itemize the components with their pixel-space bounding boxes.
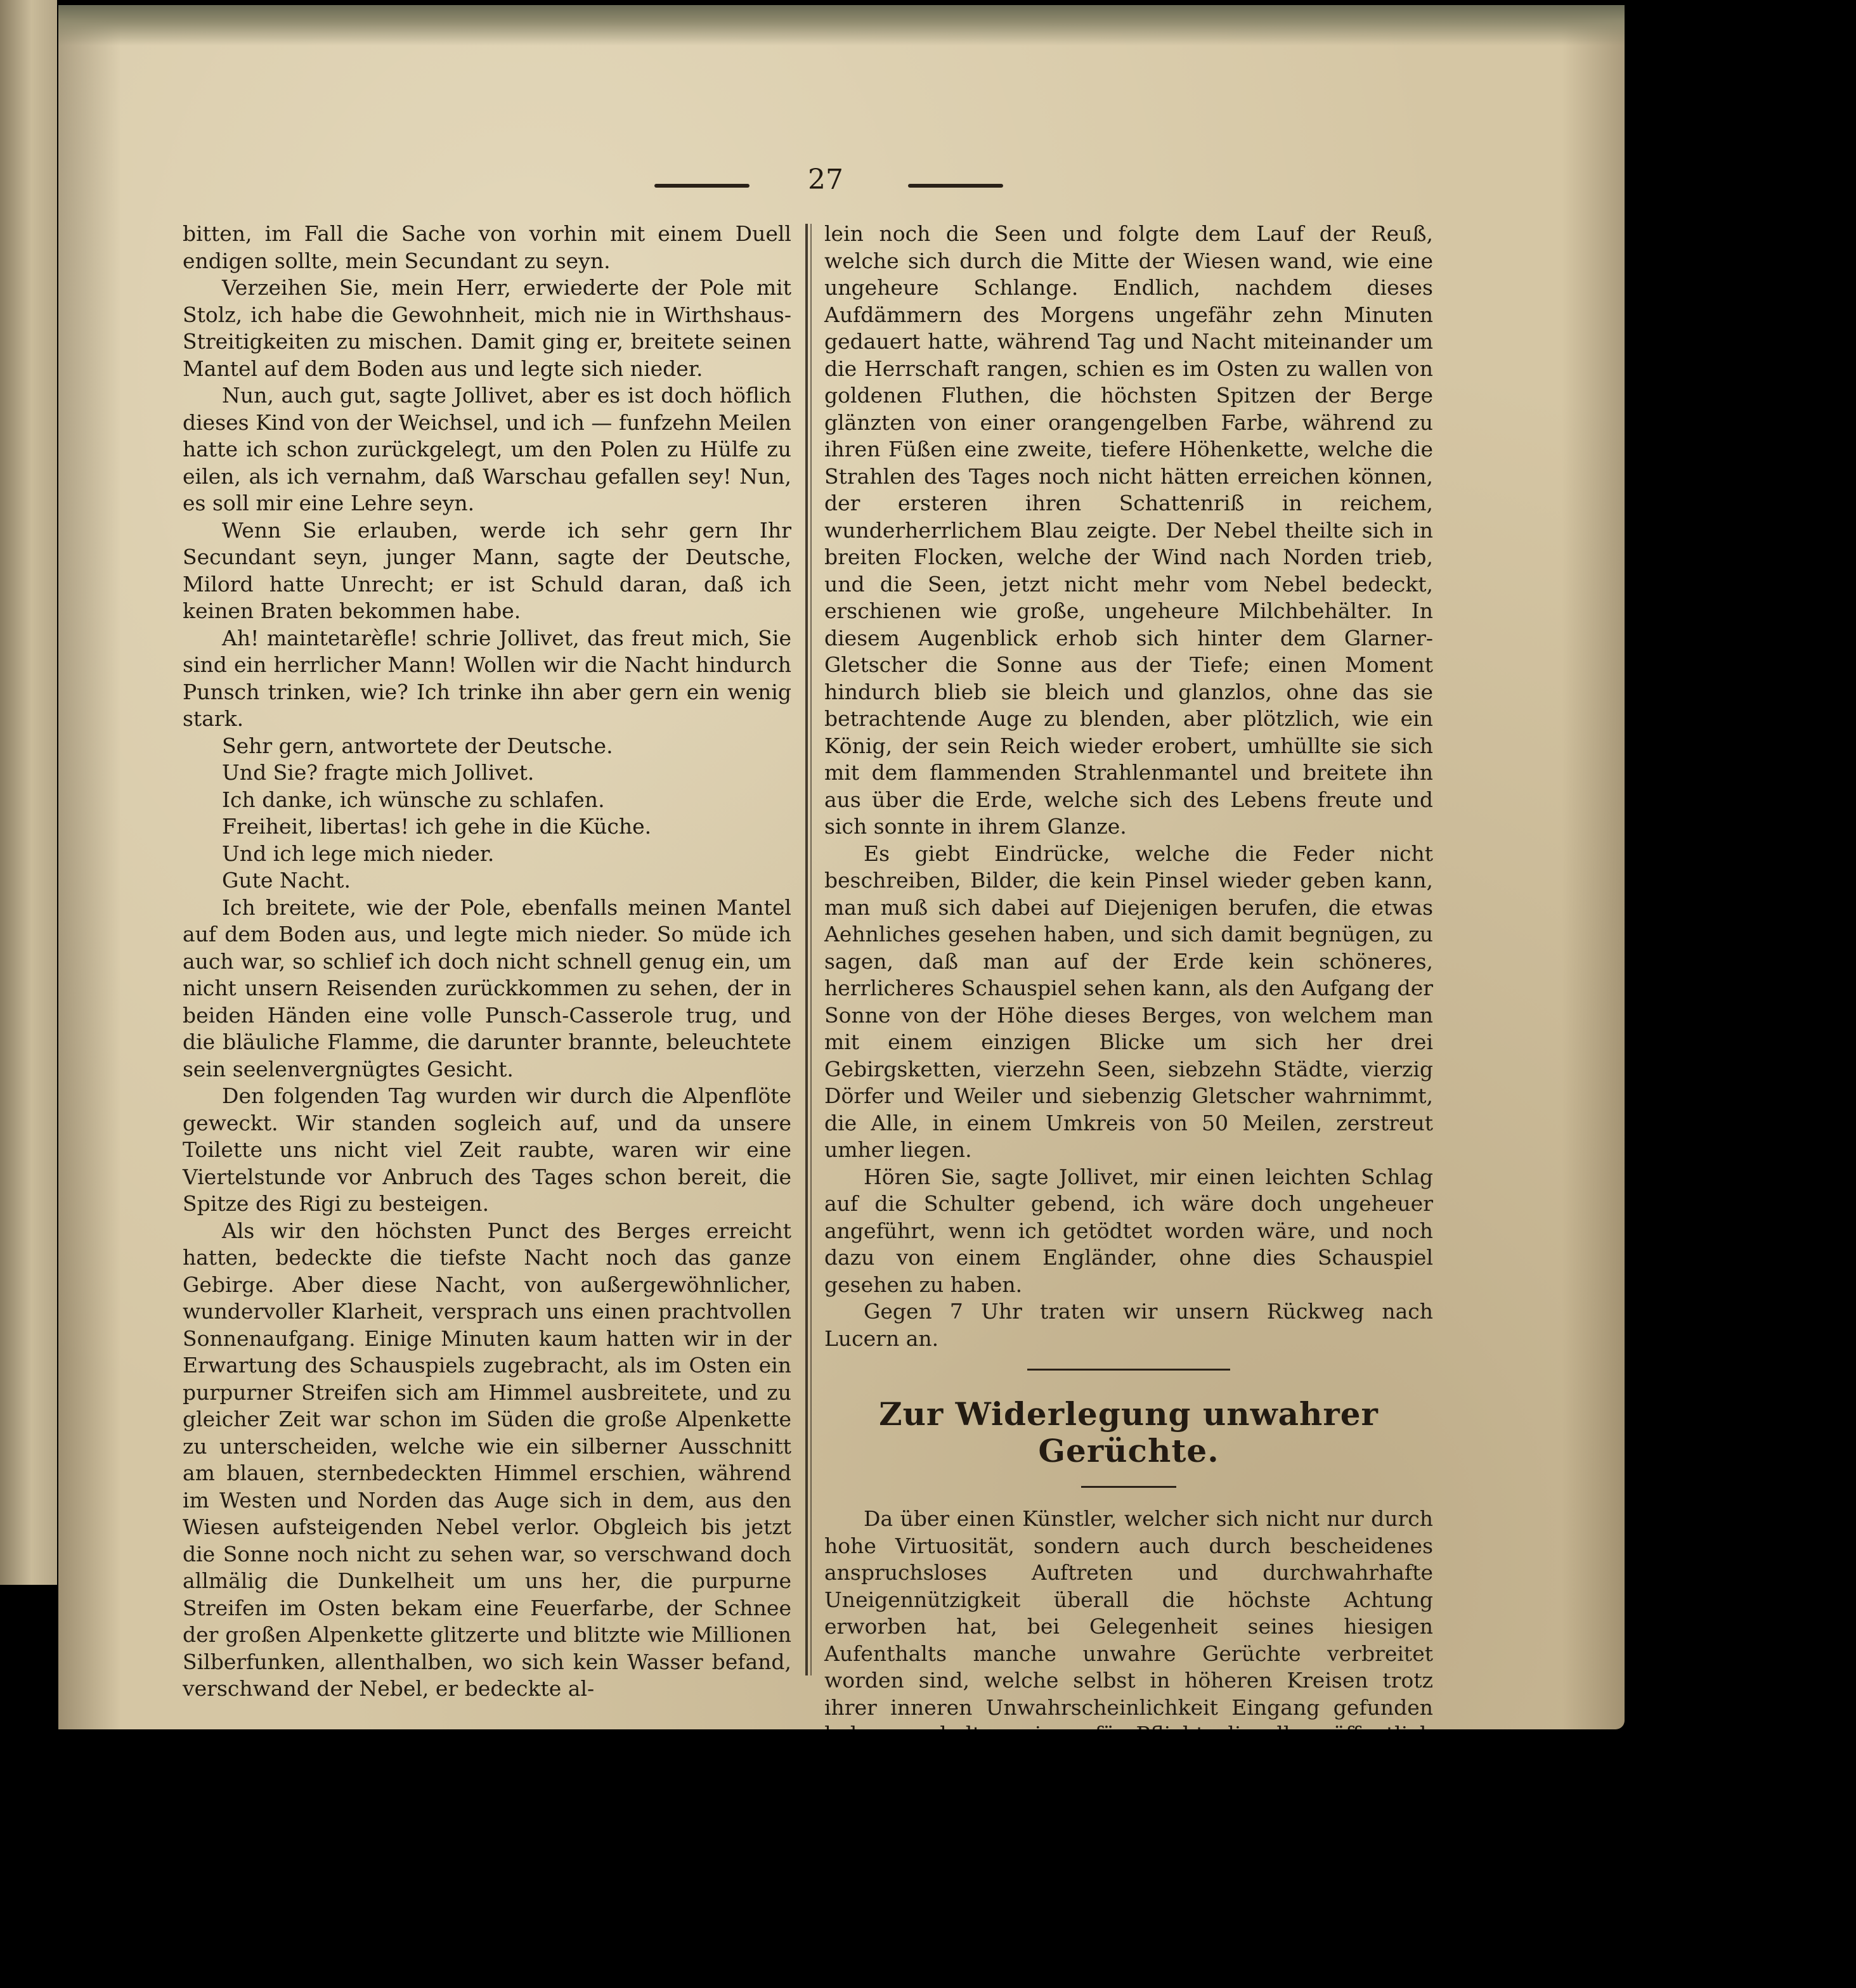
section-separator <box>1027 1369 1230 1371</box>
article-title: Zur Widerlegung unwahrer Gerüchte. <box>879 1395 1379 1469</box>
paragraph: Es giebt Eindrücke, welche die Feder nicht beschreiben, Bilder, die kein Pinsel wieder geben kann, man muß sich dabei auf Diejenigen berufen, die etwas Aehnliches gesehen haben, und sich damit begnügen, zu sagen, daß man auf der Erde kein schöneres, herrlicheres Schauspiel sehen kann, als den Aufgang der Sonne von der Höhe dieses Berges, von welchem man mit einem einzigen Blicke um sich her drei Gebirgsketten, vierzehn Seen, siebzehn Städte, vierzig Dörfer und Weiler und siebenzig Gletscher wahrnimmt, die Alle, in einem Umkreis von 50 Meilen, zerstreut umher liegen. <box>824 841 1433 1162</box>
newspaper-page <box>58 5 1625 1729</box>
paragraph: Gegen 7 Uhr traten wir unsern Rückweg nach Lucern an. <box>824 1299 1433 1351</box>
left-column <box>183 221 791 1703</box>
facing-page-edge <box>0 0 57 1585</box>
paragraph: Und Sie? fragte mich Jollivet. <box>222 760 535 785</box>
paragraph: Ich danke, ich wünsche zu schlafen. <box>222 787 605 812</box>
column-divider <box>805 224 808 1675</box>
title-underline <box>1081 1486 1176 1488</box>
paragraph: lein noch die Seen und folgte dem Lauf der Reuß, welche sich durch die Mitte der Wiesen wand, wie eine ungeheure Schlange. Endlich, nachdem dieses Aufdämmern des Morgens ungefähr zehn Minuten gedauert hatte, während Tag und Nacht miteinander um die Herrschaft rangen, schien es im Osten zu wallen von goldenen Fluthen, die höchsten Spitzen der Berge glänzten von einer orangengelben Farbe, während zu ihren Füßen eine zweite, tiefere Höhenkette, welche die Strahlen des Tages noch nicht hätten erreichen können, der ersteren ihren Schattenriß in reichem, wunderherrlichem Blau zeigte. Der Nebel theilte sich in breiten Flocken, welche der Wind nach Norden trieb, und die Seen, jetzt nicht mehr vom Nebel bedeckt, erschienen wie große, ungeheure Milchbehälter. In diesem Augenblick erhob sich hinter dem Glarner-Gletscher die Sonne aus der Tiefe; einen Moment hindurch blieb sie bleich und glanzlos, ohne das sie betrachtende Auge zu blenden, aber plötzlich, wie ein König, der sein Reich wieder erobert, umhüllte sie sich mit dem flammenden Strahlenmantel und breitete ihn aus über die Erde, welche sich des Lebens freute und sich sonnte in ihrem Glanze. <box>824 221 1433 839</box>
paragraph: Wenn Sie erlauben, werde ich sehr gern Ihr Secundant seyn, junger Mann, sagte der Deutsche, Milord hatte Unrecht; er ist Schuld daran, daß ich keinen Braten bekommen habe. <box>183 517 791 623</box>
paragraph: bitten, im Fall die Sache von vorhin mit einem Duell endigen sollte, mein Secundant zu seyn. <box>183 221 791 273</box>
header-rule-left <box>654 184 750 188</box>
paragraph: Freiheit, libertas! ich gehe in die Küche. <box>222 814 652 839</box>
right-column <box>824 221 1433 1856</box>
paragraph: Gute Nacht. <box>222 868 351 893</box>
paragraph: Den folgenden Tag wurden wir durch die Alpenflöte geweckt. Wir standen sogleich auf, und da unsere Toilette uns nicht viel Zeit raubte, waren wir eine Viertelstunde vor Anbruch des Tages schon bereit, die Spitze des Rigi zu besteigen. <box>183 1083 791 1216</box>
paragraph: Als wir den höchsten Punct des Berges erreicht hatten, bedeckte die tiefste Nacht noch das ganze Gebirge. Aber diese Nacht, von außergewöhnlicher, wundervoller Klarheit, versprach uns einen prachtvollen Sonnenaufgang. Einige Minuten kaum hatten wir in der Erwartung des Schauspiels zugebracht, als im Osten ein purpurner Streifen sich am Himmel ausbreitete, und zu gleicher Zeit war schon im Süden die große Alpenkette zu unterscheiden, welche wie ein silberner Ausschnitt am blauen, sternbedeckten Himmel erschien, während im Westen und Norden das Auge sich in dem, aus den Wiesen aufsteigenden Nebel verlor. Obgleich bis jetzt die Sonne noch nicht zu sehen war, so verschwand doch allmälig die Dunkelheit um uns her, die purpurne Streifen im Osten bekam eine Feuerfarbe, der Schnee der großen Alpenkette glitzerte und blitzte wie Millionen Silberfunken, allenthalben, wo sich kein Wasser befand, verschwand der Nebel, er bedeckte al- <box>183 1218 791 1701</box>
paragraph: Nun, auch gut, sagte Jollivet, aber es ist doch höflich dieses Kind von der Weichsel, und ich — funfzehn Meilen hatte ich schon zurückgelegt, um den Polen zu Hülfe zu eilen, als ich vernahm, daß Warschau gefallen sey! Nun, es soll mir eine Lehre seyn. <box>183 383 791 515</box>
page-header <box>654 162 1048 200</box>
header-rule-right <box>908 184 1003 188</box>
scan-background <box>0 1729 1856 1988</box>
paragraph: Und ich lege mich nieder. <box>222 841 495 866</box>
page-edge-shadow <box>58 5 1625 46</box>
paragraph: Hören Sie, sagte Jollivet, mir einen leichten Schlag auf die Schulter gebend, ich wäre doch ungeheuer angeführt, wenn ich getödtet worden wäre, und noch dazu von einem Engländer, ohne dies Schauspiel gesehen zu haben. <box>824 1164 1433 1297</box>
paragraph: Ich breitete, wie der Pole, ebenfalls meinen Mantel auf dem Boden aus, und legte mich nieder. So müde ich auch war, so schlief ich doch nicht schnell genug ein, um nicht unsern Reisenden zurückkommen zu sehen, der in beiden Händen eine volle Punsch-Casserole trug, und die bläuliche Flamme, die darunter brannte, beleuchtete sein seelenvergnügtes Gesicht. <box>183 894 791 1081</box>
column-divider-inner <box>810 224 812 1675</box>
paragraph: Ah! maintetarèfle! schrie Jollivet, das freut mich, Sie sind ein herrlicher Mann! Wollen wir die Nacht hindurch Punsch trinken, wie? Ich trinke ihn aber gern ein wenig stark. <box>183 625 791 731</box>
paragraph: Verzeihen Sie, mein Herr, erwiederte der Pole mit Stolz, ich habe die Gewohnheit, mich nie in Wirthshaus-Streitigkeiten zu mischen. Damit ging er, breitete seinen Mantel auf dem Boden aus und legte sich nieder. <box>183 275 791 381</box>
page-number: 27 <box>808 164 843 196</box>
article-body: Da über einen Künstler, welcher sich nicht nur durch hohe Virtuosität, sondern auch durch bescheidenes anspruchsloses Auftreten und durchwahrhafte Uneigennützigkeit überall die höchste Achtung erworben hat, bei Gelegenheit seines hiesigen Aufenthalts manche unwahre Gerüchte verbreitet worden sind, welche selbst in höheren Kreisen trotz ihrer inneren Unwahrscheinlichkeit Eingang gefunden <box>824 1506 1433 1720</box>
paragraph: Sehr gern, antwortete der Deutsche. <box>222 733 613 758</box>
